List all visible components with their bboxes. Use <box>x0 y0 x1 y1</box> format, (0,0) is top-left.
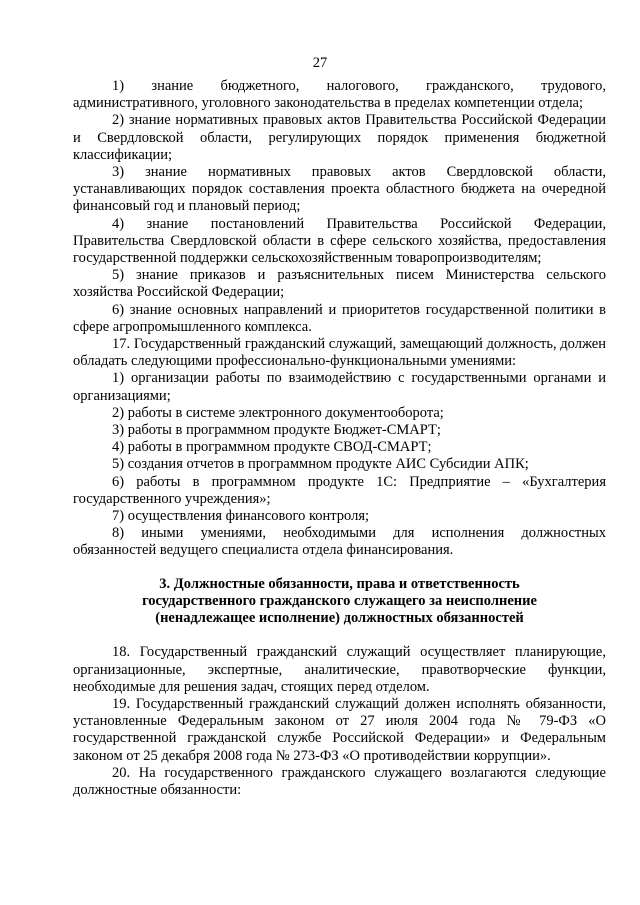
list-item-skill-6: 6) работы в программном продукте 1С: Предприятие – «Бухгалтерия государственного учреждения»; <box>73 473 606 507</box>
clause-18: 18. Государственный гражданский служащий осуществляет планирующие, организационные, экспертные, аналитические, правотворческие функции, необходимые для решения задач, стоящих перед отделом. <box>73 644 606 695</box>
clause-20: 20. На государственного гражданского служащего возлагаются следующие должностные обязанности: <box>73 764 606 798</box>
page-number: 27 <box>312 55 328 71</box>
list-item-skill-1: 1) организации работы по взаимодействию с государственными органами и организациями; <box>73 370 606 404</box>
section-heading-line-3: (ненадлежащее исполнение) должностных обязанностей <box>155 610 524 627</box>
list-item-knowledge-4: 4) знание постановлений Правительства Российской Федерации, Правительства Свердловской области в сфере сельского хозяйства, предоставления государственной поддержки сельскохозяйственным товаропроизводителям; <box>73 215 606 267</box>
list-item-skill-2: 2) работы в системе электронного документооборота; <box>112 404 444 421</box>
list-item-skill-8: 8) иными умениями, необходимыми для исполнения должностных обязанностей ведущего специалиста отдела финансирования. <box>73 525 606 559</box>
section-heading <box>73 560 606 645</box>
clause-17: 17. Государственный гражданский служащий, замещающий должность, должен обладать следующими профессионально-функциональными умениями: <box>73 336 606 370</box>
list-item-knowledge-1: 1) знание бюджетного, налогового, гражданского, трудового, административного, уголовного законодательства в пределах компетенции отдела; <box>73 78 606 112</box>
list-item-knowledge-3: 3) знание нормативных правовых актов Свердловской области, устанавливающих порядок составления проекта областного бюджета на очередной финансовый год и плановый период; <box>73 164 606 215</box>
list-item-skill-5: 5) создания отчетов в программном продукте АИС Субсидии АПК; <box>112 456 529 473</box>
list-item-skill-3: 3) работы в программном продукте Бюджет-СМАРТ; <box>112 422 441 439</box>
list-item-skill-4: 4) работы в программном продукте СВОД-СМАРТ; <box>112 439 432 456</box>
document-body <box>73 78 606 799</box>
clause-19: 19. Государственный гражданский служащий должен исполнять обязанности, установленные Федеральным законом от 27 июля 2004 года № 79-ФЗ «О государственной гражданской службе Российской Федерации» и Федеральным законом от 25 декабря 2008 года № 273-ФЗ «О противодействии коррупции». <box>73 695 606 764</box>
list-item-skill-7: 7) осуществления финансового контроля; <box>112 508 370 525</box>
list-item-knowledge-2: 2) знание нормативных правовых актов Правительства Российской Федерации и Свердловской области, регулирующих порядок применения бюджетной классификации; <box>73 112 606 163</box>
list-item-knowledge-5: 5) знание приказов и разъяснительных писем Министерства сельского хозяйства Российской Федерации; <box>73 267 606 301</box>
section-heading-line-1: 3. Должностные обязанности, права и ответственность <box>159 575 520 592</box>
section-heading-line-2: государственного гражданского служащего за неисполнение <box>142 592 537 609</box>
list-item-knowledge-6: 6) знание основных направлений и приоритетов государственной политики в сфере агропромышленного комплекса. <box>73 301 606 335</box>
